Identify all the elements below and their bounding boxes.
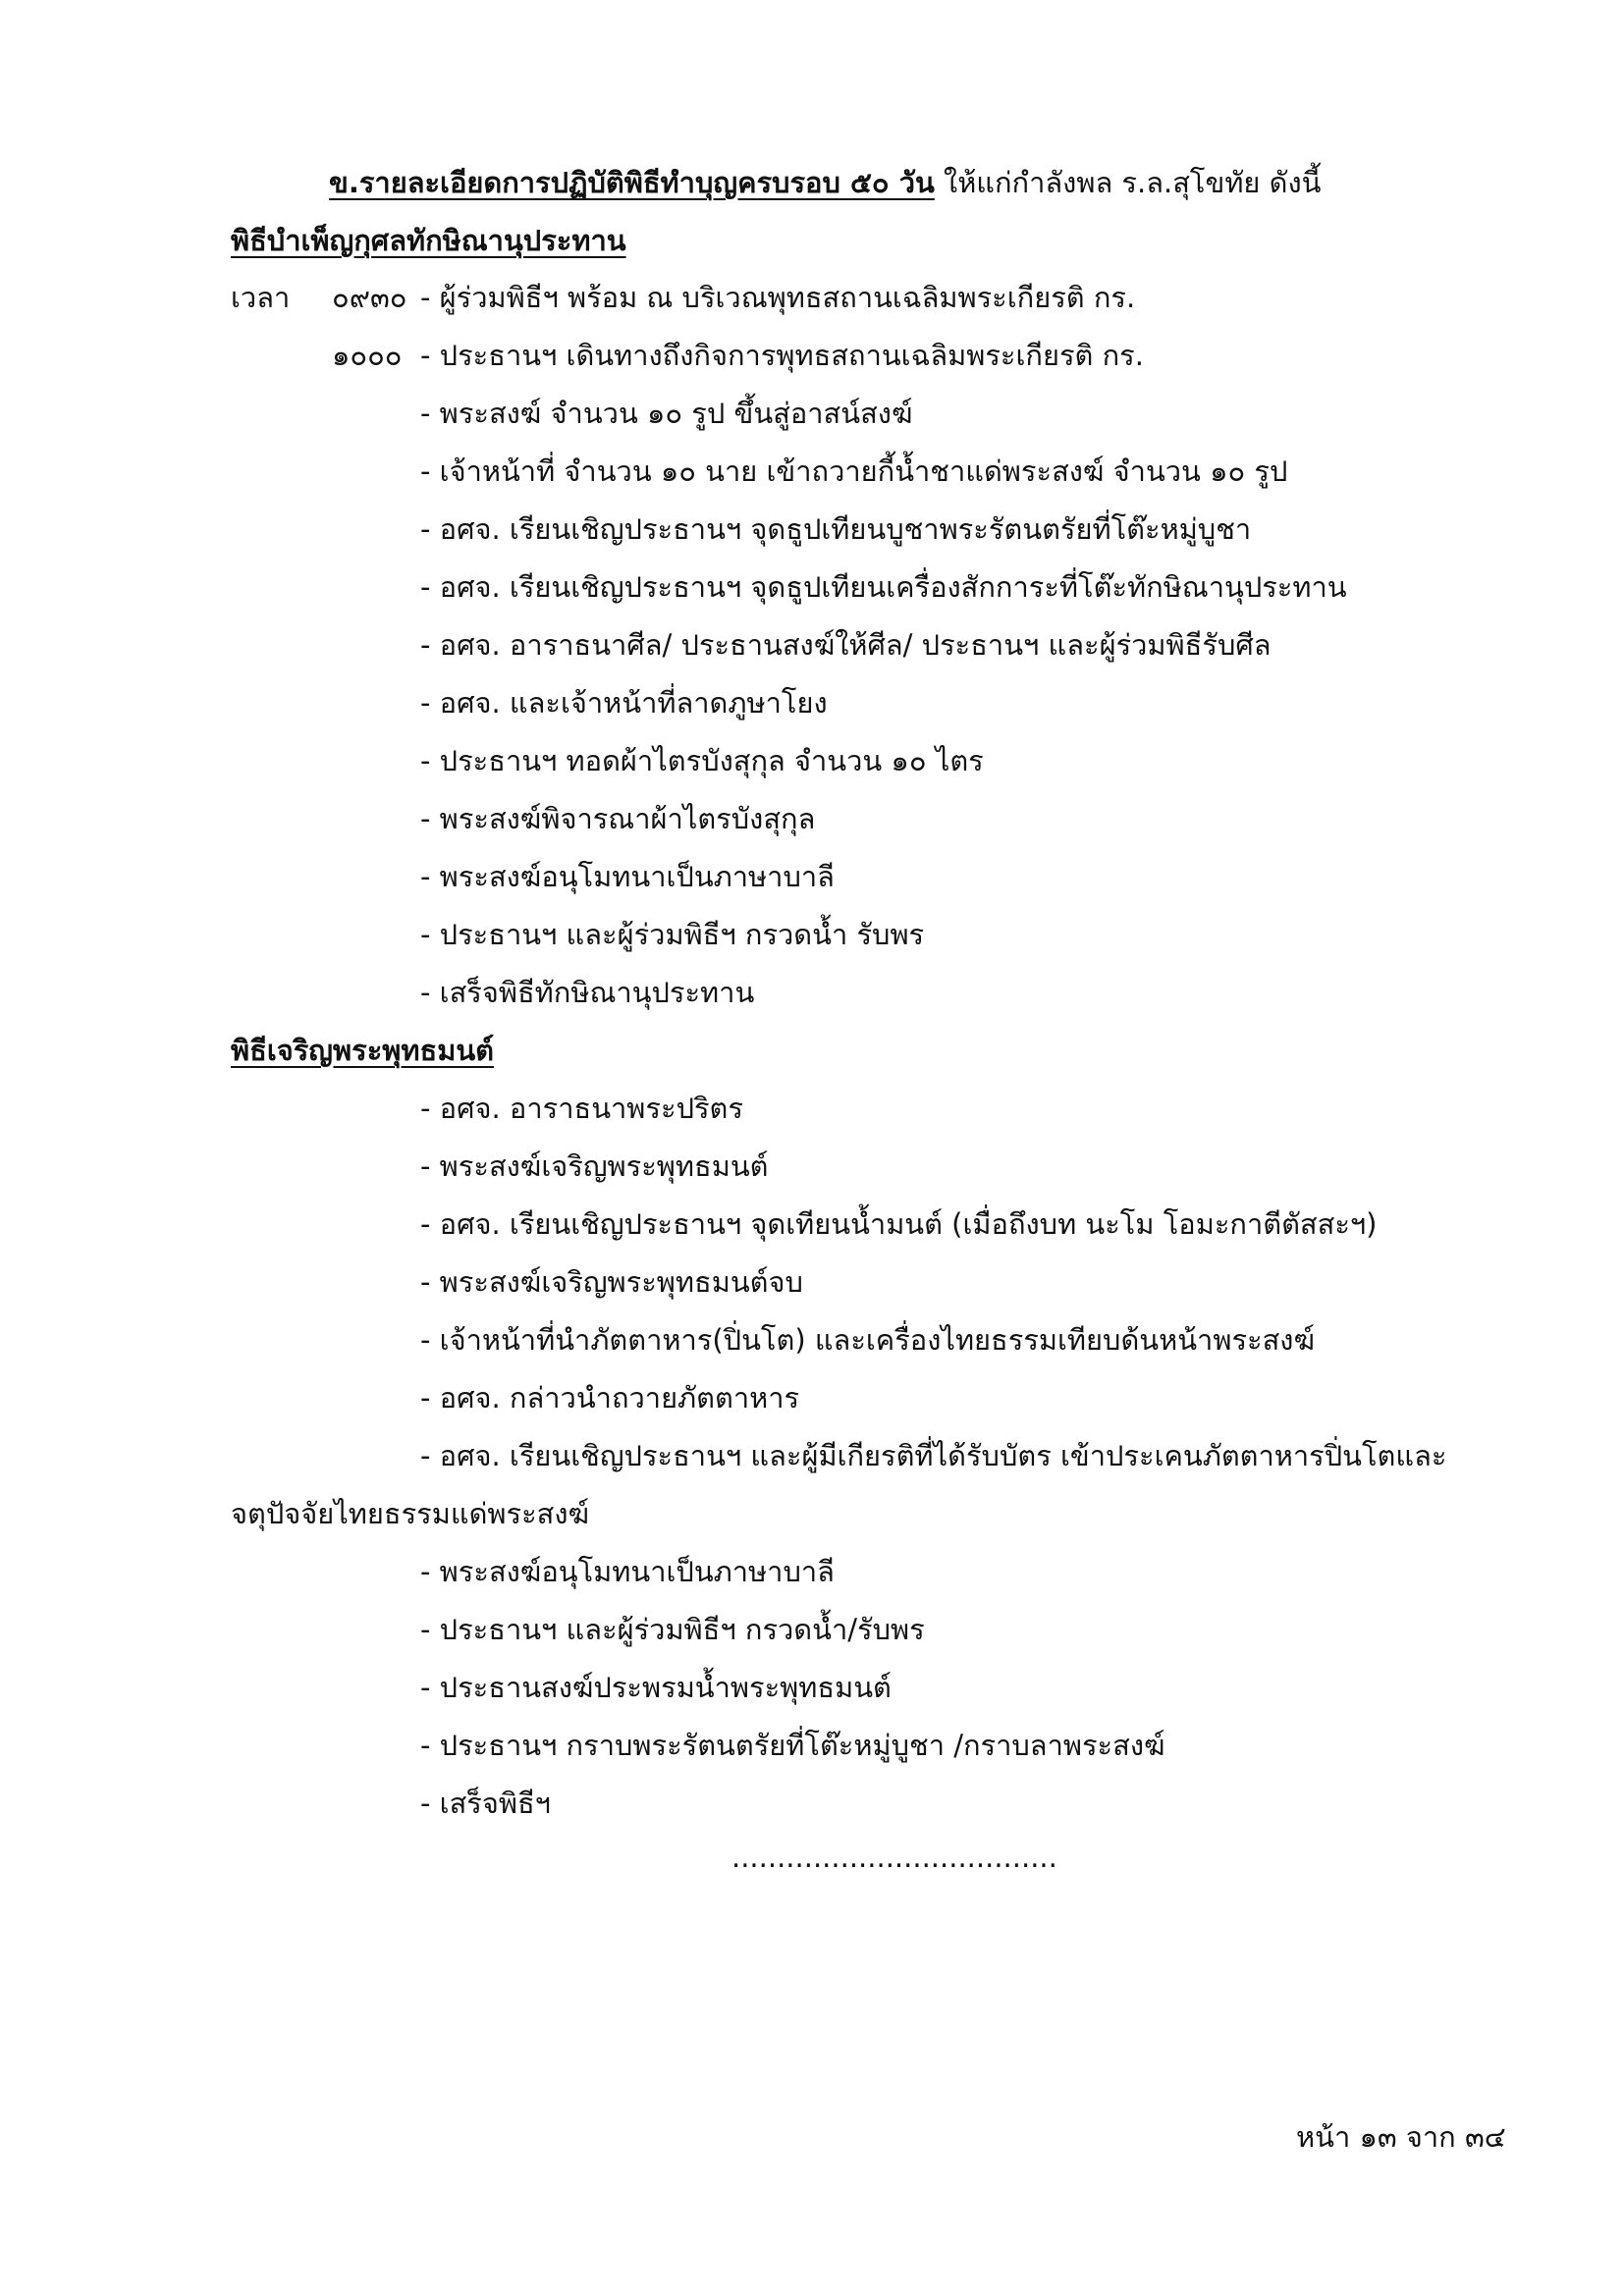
section1-heading: พิธีบำเพ็ญกุศลทักษิณานุประทาน: [231, 224, 626, 257]
list-item: - เสร็จพิธีฯ: [420, 1787, 551, 1820]
list-item-continuation: จตุปัจจัยไทยธรรมแด่พระสงฆ์: [231, 1497, 590, 1530]
document-title-rest: ให้แก่กำลังพล ร.ล.สุโขทัย ดังนี้: [934, 166, 1322, 199]
list-item: - พระสงฆ์ จำนวน ๑๐ รูป ขึ้นสู่อาสน์สงฆ์: [420, 397, 913, 430]
time-1000: ๑๐๐๐: [332, 339, 403, 372]
time-1000-text: - ประธานฯ เดินทางถึงกิจการพุทธสถานเฉลิมพระเกียรติ กร.: [420, 339, 1144, 372]
list-item: - ประธานฯ ทอดผ้าไตรบังสุกุล จำนวน ๑๐ ไตร: [420, 744, 984, 777]
time-0930: ๐๙๓๐: [332, 281, 407, 314]
list-item: - พระสงฆ์เจริญพระพุทธมนต์: [420, 1149, 769, 1183]
document-title: [329, 163, 1321, 202]
list-item: - เจ้าหน้าที่นำภัตตาหาร(ปิ่นโต) และเครื่องไทยธรรมเทียบด้นหน้าพระสงฆ์: [420, 1323, 1315, 1357]
list-item: - พระสงฆ์อนุโมทนาเป็นภาษาบาลี: [420, 1555, 835, 1588]
list-item: - พระสงฆ์อนุโมทนาเป็นภาษาบาลี: [420, 860, 835, 893]
list-item: - เสร็จพิธีทักษิณานุประทาน: [420, 976, 755, 1009]
list-item: - อศจ. เรียนเชิญประธานฯ จุดธูปเทียนบูชาพระรัตนตรัยที่โต๊ะหมู่บูชา: [420, 512, 1252, 546]
list-item: - อศจ. เรียนเชิญประธานฯ จุดธูปเทียนเครื่องสักการะที่โต๊ะทักษิณานุประทาน: [420, 570, 1347, 604]
list-item: - ประธานฯ และผู้ร่วมพิธีฯ กรวดน้ำ/รับพร: [420, 1613, 925, 1646]
list-item: - อศจ. กล่าวนำถวายภัตตาหาร: [420, 1381, 800, 1415]
list-item: - อศจ. อาราธนาพระปริตร: [420, 1092, 743, 1125]
list-item: - พระสงฆ์พิจารณาผ้าไตรบังสุกุล: [420, 802, 816, 835]
page-number: หน้า ๑๓ จาก ๓๔: [1296, 2120, 1506, 2154]
list-item: - พระสงฆ์เจริญพระพุทธมนต์จบ: [420, 1265, 803, 1299]
document-title-bold: ข.รายละเอียดการปฏิบัติพิธีทำบุญครบรอบ ๕๐ วัน: [329, 166, 935, 199]
list-item: - ประธานฯ และผู้ร่วมพิธีฯ กรวดน้ำ รับพร: [420, 918, 925, 951]
list-item: - อศจ. และเจ้าหน้าที่ลาดภูษาโยง: [420, 686, 828, 720]
list-item: - อศจ. เรียนเชิญประธานฯ จุดเทียนน้ำมนต์ (เมื่อถึงบท นะโม โอมะกาตีตัสสะฯ): [420, 1207, 1378, 1241]
end-mark: ....................................: [731, 1841, 1057, 1874]
list-item: - ประธานฯ กราบพระรัตนตรัยที่โต๊ะหมู่บูชา /กราบลาพระสงฆ์: [420, 1729, 1165, 1762]
time-label: เวลา: [231, 281, 291, 314]
list-item: - ประธานสงฆ์ประพรมน้ำพระพุทธมนต์: [420, 1671, 892, 1704]
time-0930-text: - ผู้ร่วมพิธีฯ พร้อม ณ บริเวณพุทธสถานเฉลิมพระเกียรติ กร.: [420, 281, 1136, 314]
section2-heading: พิธีเจริญพระพุทธมนต์: [231, 1034, 494, 1067]
list-item: - อศจ. เรียนเชิญประธานฯ และผู้มีเกียรติที่ได้รับบัตร เข้าประเคนภัตตาหารปิ่นโตและ: [420, 1439, 1447, 1472]
list-item: - อศจ. อาราธนาศีล/ ประธานสงฆ์ให้ศีล/ ประธานฯ และผู้ร่วมพิธีรับศีล: [420, 628, 1272, 662]
list-item: - เจ้าหน้าที่ จำนวน ๑๐ นาย เข้าถวายกี้น้ำชาแด่พระสงฆ์ จำนวน ๑๐ รูป: [420, 454, 1288, 488]
